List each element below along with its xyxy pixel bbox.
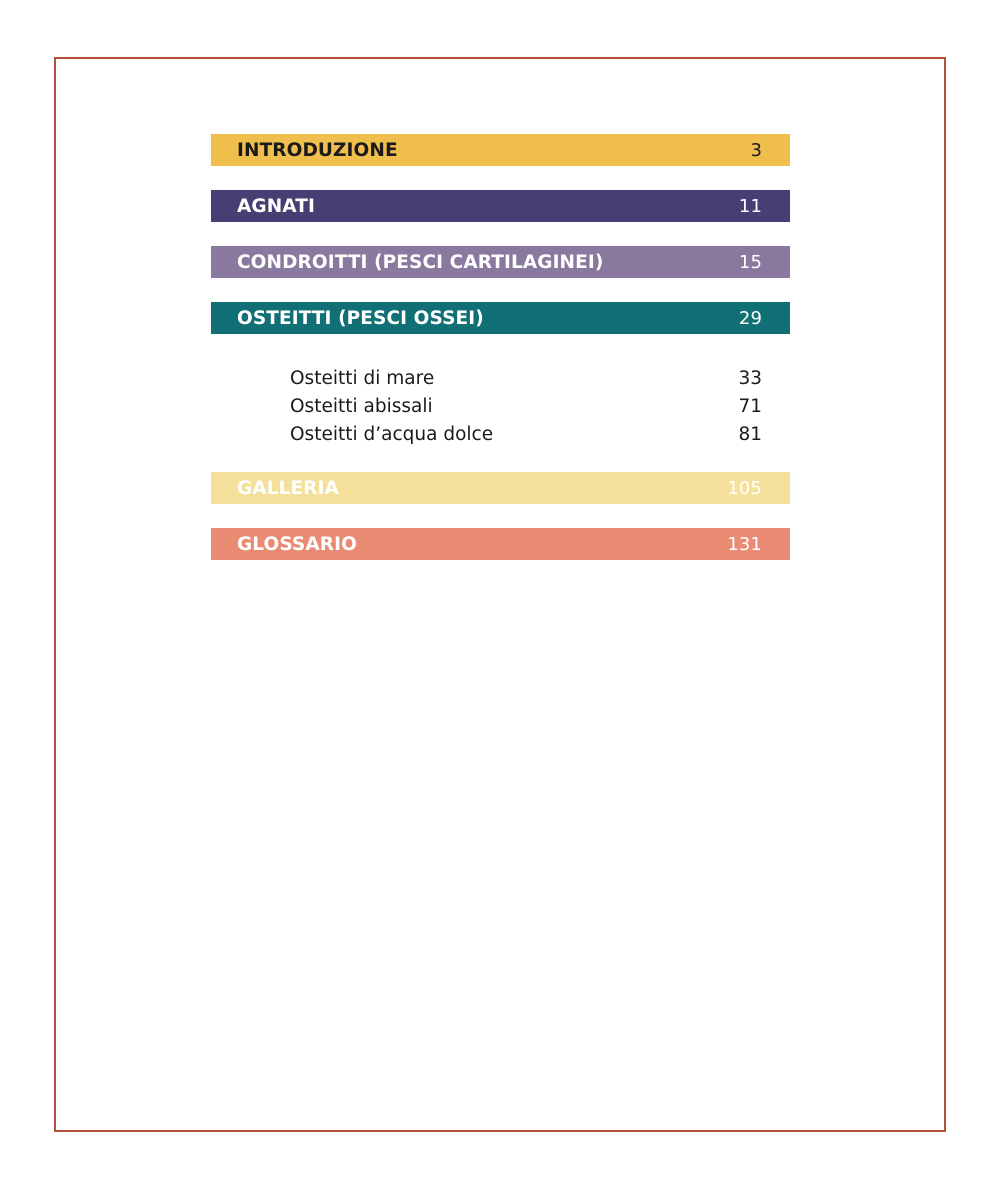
osteitti-subsections <box>211 334 790 472</box>
toc-entry-page: 105 <box>727 477 762 499</box>
toc-entry-osteitti[interactable] <box>211 302 790 334</box>
toc-entry-galleria[interactable] <box>211 472 790 504</box>
toc-subentry-label: Osteitti d’acqua dolce <box>290 423 494 445</box>
toc-entry-label: GLOSSARIO <box>237 533 357 555</box>
toc-subentry-page: 71 <box>738 395 762 417</box>
toc-subentry-page: 81 <box>738 423 762 445</box>
toc-entry-page: 131 <box>727 533 762 555</box>
toc-entry-label: GALLERIA <box>237 477 339 499</box>
toc-entry-page: 11 <box>738 195 762 217</box>
toc-entry-introduzione[interactable] <box>211 134 790 166</box>
toc-subentry-osteitti-di-mare[interactable] <box>290 364 762 392</box>
toc-subentry-page: 33 <box>738 367 762 389</box>
toc-subentry-osteitti-abissali[interactable] <box>290 392 762 420</box>
toc-entry-label: AGNATI <box>237 195 315 217</box>
toc-entry-condroitti[interactable] <box>211 246 790 278</box>
toc-entry-page: 15 <box>738 251 762 273</box>
toc-entry-glossario[interactable] <box>211 528 790 560</box>
toc-entry-agnati[interactable] <box>211 190 790 222</box>
toc-entry-label: OSTEITTI (PESCI OSSEI) <box>237 307 484 329</box>
toc-entry-label: CONDROITTI (PESCI CARTILAGINEI) <box>237 251 604 273</box>
toc-subentry-osteitti-acqua-dolce[interactable] <box>290 420 762 448</box>
toc-subentry-label: Osteitti di mare <box>290 367 435 389</box>
toc-subentry-label: Osteitti abissali <box>290 395 433 417</box>
table-of-contents <box>211 134 790 560</box>
toc-entry-page: 3 <box>750 139 762 161</box>
toc-entry-page: 29 <box>738 307 762 329</box>
toc-entry-label: INTRODUZIONE <box>237 139 398 161</box>
